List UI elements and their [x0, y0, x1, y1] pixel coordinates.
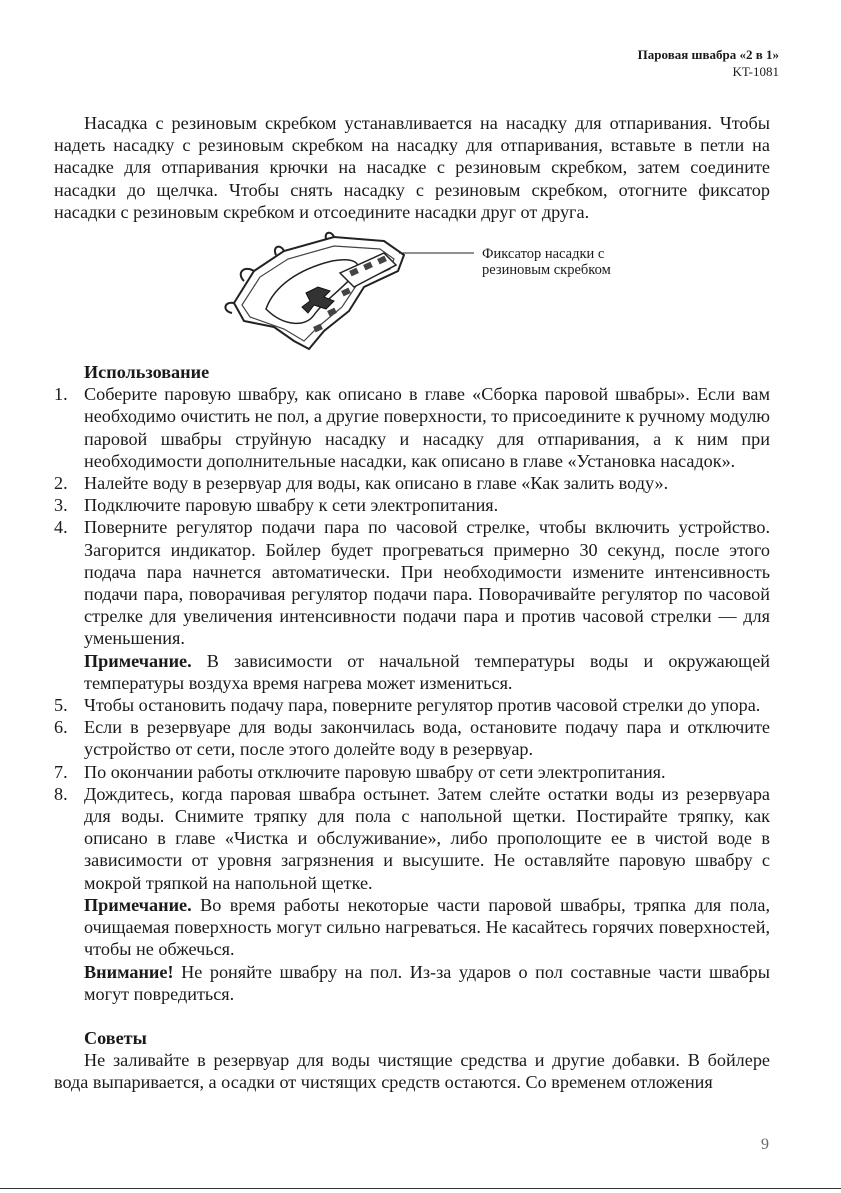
callout-line-1: Фиксатор насадки с — [482, 246, 605, 263]
list-item — [54, 694, 770, 716]
note — [84, 894, 770, 961]
tips-heading: Советы — [84, 1027, 147, 1048]
list-item-number: 8. — [54, 783, 68, 804]
list-item-text: Подключите паровую швабру к сети электропитания. — [84, 495, 499, 516]
list-item — [54, 494, 770, 516]
note-label: Примечание. — [84, 650, 192, 671]
list-item-number: 7. — [54, 761, 68, 782]
attachment-figure — [54, 231, 770, 359]
callout-line-2: резиновым скребком — [482, 262, 611, 279]
warning — [84, 961, 770, 1005]
list-item-number: 4. — [54, 517, 68, 538]
list-item-text: Чтобы остановить подачу пара, поверните регулятор против часовой стрелки до упора. — [84, 695, 761, 716]
list-item — [54, 383, 770, 472]
list-item-text: Дождитесь, когда паровая швабра остынет. Затем слейте остатки воды из резервуара для воды. Снимите тряпку для пола с напольной щетки. Постирайте тряпку, как описано в главе «Чистка и обслуживание», либо прополощите ее в чистой воде в зависимости от уровня загрязнения и высушите. Не оставляйте паровую швабру с мокрой тряпкой на напольной щетке. — [84, 783, 770, 893]
list-item-text: Соберите паровую швабру, как описано в главе «Сборка паровой швабры». Если вам необходимо очистить не пол, а другие поверхности, то присоедините к ручному модулю паровой швабры струйную насадку и насадку для отпаривания, а к ним при необходимости дополнительные насадки, как описано в главе «Установка насадок». — [84, 384, 770, 471]
list-item — [54, 761, 770, 783]
usage-heading: Использование — [84, 362, 210, 383]
list-item-text: Налейте воду в резервуар для воды, как описано в главе «Как залить воду». — [84, 473, 669, 494]
usage-list — [54, 383, 770, 1005]
page-number: 9 — [761, 1136, 769, 1153]
bottom-rule — [0, 1188, 841, 1189]
list-item-text: Поверните регулятор подачи пара по часовой стрелке, чтобы включить устройство. Загорится индикатор. Бойлер будет прогреваться примерно 30 секунд, после этого подача пара начнется автоматически. При необходимости измените интенсивность подачи пара, поворачивая регулятор подачи пара. Поворачивайте регулятор по часовой стрелке для увеличения интенсивности подачи пара и против часовой стрелки — для уменьшения. — [84, 517, 770, 649]
list-item-number: 1. — [54, 384, 68, 405]
list-item — [54, 472, 770, 494]
list-item-number: 2. — [54, 473, 68, 494]
note-text: Во время работы некоторые части паровой швабры, тряпка для пола, очищаемая поверхность могут сильно нагреваться. Не касайтесь горячих поверхностей, чтобы не обжечься. — [84, 894, 770, 960]
header-model: KT-1081 — [732, 64, 779, 79]
list-item-number: 5. — [54, 695, 68, 716]
intro-paragraph: Насадка с резиновым скребком устанавливается на насадку для отпаривания. Чтобы надеть насадку с резиновым скребком на насадку для отпаривания, вставьте в петли на насадке для отпаривания крючки на насадке с резиновым скребком, затем соедините насадки до щелчка. Чтобы снять насадку с резиновым скребком, отогните фиксатор насадки с резиновым скребком и отсоедините насадки друг от друга. — [54, 113, 770, 222]
note-label: Примечание. — [84, 894, 192, 915]
list-item-number: 3. — [54, 495, 68, 516]
note — [84, 650, 770, 694]
list-item-text: Если в резервуаре для воды закончилась вода, остановите подачу пара и отключите устройство от сети, после этого долейте воду в резервуар. — [84, 717, 770, 760]
warning-label: Внимание! — [84, 961, 174, 982]
list-item — [54, 516, 770, 694]
figure-callout — [482, 246, 611, 278]
running-header — [638, 46, 779, 80]
list-item — [54, 716, 770, 760]
tips-paragraph: Не заливайте в резервуар для воды чистящие средства и другие добавки. В бойлере вода выпаривается, а осадки от чистящих средств остаются. Со временем отложения — [54, 1050, 770, 1093]
warning-text: Не роняйте швабру на пол. Из-за ударов о пол составные части швабры могут повредиться. — [84, 961, 770, 1004]
note-text: В зависимости от начальной температуры воды и окружающей температуры воздуха время нагрева может измениться. — [84, 650, 770, 693]
header-title: Паровая швабра «2 в 1» — [637, 47, 779, 62]
scraper-attachment-illustration — [214, 231, 474, 357]
list-item-number: 6. — [54, 717, 68, 738]
list-item-text: По окончании работы отключите паровую швабру от сети электропитания. — [84, 761, 666, 782]
list-item — [54, 783, 770, 1005]
page-content — [54, 112, 770, 1094]
